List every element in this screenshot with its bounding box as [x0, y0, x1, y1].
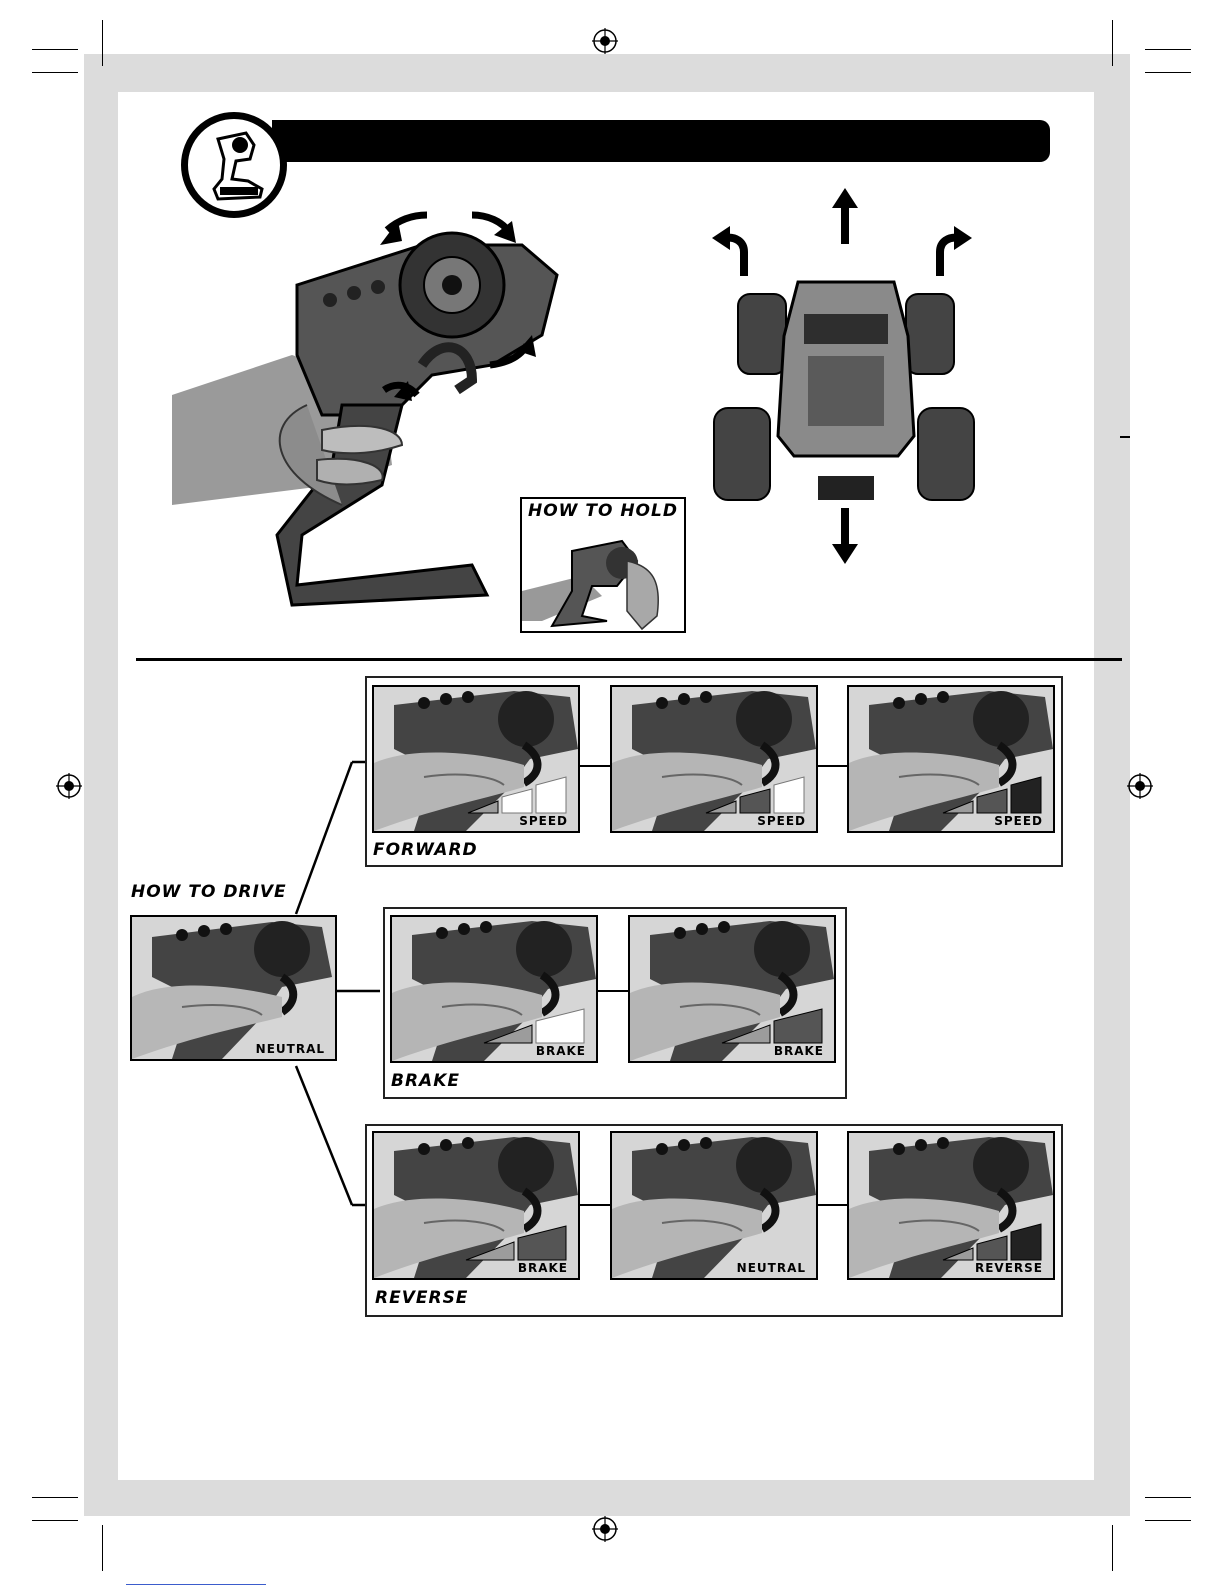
arrow-icon: [712, 226, 744, 276]
registration-mark-icon: [1127, 773, 1153, 799]
arrow-icon: [940, 226, 972, 276]
trigger-photo: [374, 1133, 578, 1278]
registration-mark-icon: [56, 773, 82, 799]
trigger-photo: [630, 917, 834, 1061]
trigger-photo: [612, 1133, 816, 1278]
transmitter-illustration: [172, 205, 572, 615]
panel-caption: NEUTRAL: [736, 1261, 806, 1275]
registration-mark-icon: [592, 28, 618, 54]
section-divider: [136, 658, 1122, 661]
forward-panel-3: [847, 685, 1055, 833]
trigger-photo: [374, 687, 578, 831]
reverse-panel-1: [372, 1131, 580, 1280]
panel-caption: BRAKE: [517, 1261, 568, 1275]
reverse-label: REVERSE: [375, 1288, 469, 1308]
crop-mark: [1145, 49, 1191, 50]
controller-icon: [188, 119, 280, 211]
crop-mark: [1145, 72, 1191, 73]
forward-label: FORWARD: [373, 840, 478, 860]
forward-panel-2: [610, 685, 818, 833]
registration-mark-icon: [592, 1516, 618, 1542]
neutral-panel: [130, 915, 337, 1061]
how-to-drive-title: HOW TO DRIVE: [131, 882, 287, 902]
how-to-hold-title: HOW TO HOLD: [528, 501, 678, 521]
trigger-photo: [849, 687, 1053, 831]
side-tick: [1120, 436, 1130, 438]
panel-caption: SPEED: [994, 814, 1043, 828]
crop-mark: [32, 1520, 78, 1521]
panel-caption: BRAKE: [535, 1044, 586, 1058]
brake-panel-1: [390, 915, 598, 1063]
arrow-icon: [832, 188, 858, 244]
crop-mark: [102, 20, 103, 66]
crop-mark: [32, 49, 78, 50]
trigger-photo: [132, 917, 335, 1059]
crop-mark: [1145, 1520, 1191, 1521]
truck-illustration: [708, 186, 984, 570]
how-to-hold-photo: [522, 521, 684, 631]
panel-caption: SPEED: [519, 814, 568, 828]
panel-caption: BRAKE: [773, 1044, 824, 1058]
reverse-panel-2: [610, 1131, 818, 1280]
arrow-icon: [832, 508, 858, 564]
crop-mark: [1145, 1497, 1191, 1498]
reverse-panel-3: [847, 1131, 1055, 1280]
trigger-photo: [392, 917, 596, 1061]
sequence-connector: [597, 990, 630, 992]
controller-badge: [181, 112, 287, 218]
sequence-connector: [579, 1204, 612, 1206]
panel-caption: NEUTRAL: [255, 1042, 325, 1056]
trigger-photo: [849, 1133, 1053, 1278]
panel-caption: SPEED: [757, 814, 806, 828]
trigger-photo: [612, 687, 816, 831]
sequence-connector: [816, 765, 849, 767]
crop-mark: [32, 72, 78, 73]
panel-caption: REVERSE: [974, 1261, 1043, 1275]
sequence-connector: [816, 1204, 849, 1206]
crop-mark: [102, 1525, 103, 1571]
section-header-bar: [272, 120, 1050, 162]
forward-panel-1: [372, 685, 580, 833]
brake-panel-2: [628, 915, 836, 1063]
how-to-hold-inset: [520, 497, 686, 633]
crop-mark: [1112, 1525, 1113, 1571]
brake-label: BRAKE: [391, 1071, 460, 1091]
sequence-connector: [579, 765, 612, 767]
crop-mark: [1112, 20, 1113, 66]
crop-mark: [32, 1497, 78, 1498]
